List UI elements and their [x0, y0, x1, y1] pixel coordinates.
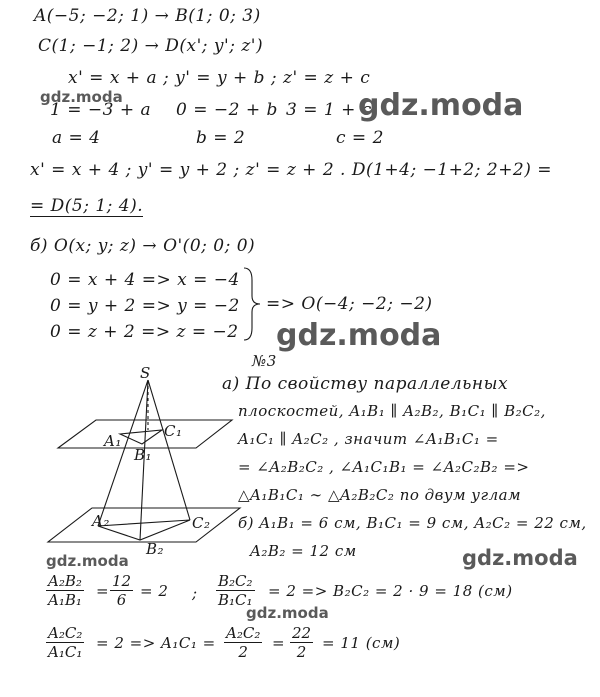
p3-text6: б) A₁B₁ = 6 см, B₁C₁ = 9 см, A₂C₂ = 22 см, — [238, 514, 587, 532]
line-b-eq3: 0 = z + 2 => z = −2 — [50, 322, 239, 342]
fraction-denominator: 2 — [296, 643, 307, 661]
watermark: gdz.moda — [246, 604, 329, 622]
fraction-denominator: 2 — [238, 643, 248, 661]
line-b-eq1: 0 = x + 4 => x = −4 — [50, 270, 240, 290]
line-a4-3: 3 = 1 + c — [286, 100, 372, 120]
line-a6: x' = x + 4 ; y' = y + 2 ; z' = z + 2 . D(1+4; −1+2; 2+2) = — [30, 160, 553, 180]
p3-text4: = ∠A₂B₂C₂ , ∠A₁C₁B₁ = ∠A₂C₂B₂ => — [238, 458, 530, 476]
fraction-denominator: A₁C₁ — [48, 643, 83, 661]
fraction-22-2 — [290, 624, 313, 661]
p3-text5: △A₁B₁C₁ ∼ △A₂B₂C₂ по двум углам — [238, 486, 522, 504]
watermark: gdz.moda — [276, 318, 442, 353]
line-a5-3: c = 2 — [336, 128, 384, 148]
watermark: gdz.moda — [358, 88, 524, 123]
equals-two: = 2 — [140, 582, 169, 600]
fraction-a2c2-2 — [224, 624, 262, 661]
label-b2: B₂ — [146, 540, 165, 558]
p3-text2: плоскостей, A₁B₁ ∥ A₂B₂, B₁C₁ ∥ B₂C₂, — [238, 402, 546, 420]
label-s: S — [140, 364, 151, 382]
p3-text3: A₁C₁ ∥ A₂C₂ , значит ∠A₁B₁C₁ = — [238, 430, 499, 448]
fraction-numerator: B₂C₂ — [218, 572, 253, 590]
p3-text7: A₂B₂ = 12 см — [250, 542, 357, 560]
fraction-a2c2-a1c1 — [46, 624, 84, 661]
result-b2c2: = 2 => B₂C₂ = 2 · 9 = 18 (см) — [268, 582, 513, 600]
fraction-numerator: 22 — [292, 624, 312, 642]
label-a1: A₁ — [104, 432, 122, 450]
line-a4-2: 0 = −2 + b — [176, 100, 278, 120]
line-a1: A(−5; −2; 1) → B(1; 0; 3) — [34, 6, 261, 26]
equals-sign: = — [96, 582, 110, 600]
line-a4-1: 1 = −3 + a — [50, 100, 152, 120]
fraction-numerator: 12 — [112, 572, 132, 590]
label-a2: A₂ — [92, 512, 110, 530]
problem-number: №3 — [252, 352, 277, 370]
fraction-denominator: B₁C₁ — [218, 591, 253, 609]
fraction-numerator: A₂B₂ — [48, 572, 82, 590]
fraction-a2b2-a1b1 — [46, 572, 84, 609]
line-a7: = D(5; 1; 4). — [30, 196, 144, 216]
fraction-12-6 — [110, 572, 133, 609]
watermark: gdz.moda — [46, 552, 129, 570]
watermark: gdz.moda — [462, 546, 578, 570]
fraction-numerator: A₂C₂ — [48, 624, 83, 642]
p3-text1: а) По свойству параллельных — [222, 374, 509, 394]
label-c1: C₁ — [164, 422, 183, 440]
watermark: gdz.moda — [40, 88, 123, 106]
line-a3: x' = x + a ; y' = y + b ; z' = z + c — [68, 68, 371, 88]
semicolon: ; — [192, 584, 198, 602]
line-a2: C(1; −1; 2) → D(x'; y'; z') — [38, 36, 264, 56]
result-a1c1-start: = 2 => A₁C₁ = — [96, 634, 216, 652]
fraction-denominator: A₁B₁ — [48, 591, 82, 609]
result-a1c1-end: = 11 (см) — [322, 634, 401, 652]
fraction-numerator: A₂C₂ — [226, 624, 261, 642]
fraction-denominator: 6 — [116, 591, 127, 609]
label-b1: B₁ — [134, 446, 153, 464]
line-a5-1: a = 4 — [52, 128, 101, 148]
line-b1: б) O(x; y; z) → O'(0; 0; 0) — [30, 236, 256, 256]
equals-sign: = — [272, 634, 286, 652]
line-a5-2: b = 2 — [196, 128, 246, 148]
line-b-result: => O(−4; −2; −2) — [266, 294, 433, 314]
label-c2: C₂ — [192, 514, 211, 532]
line-b-eq2: 0 = y + 2 => y = −2 — [50, 296, 240, 316]
